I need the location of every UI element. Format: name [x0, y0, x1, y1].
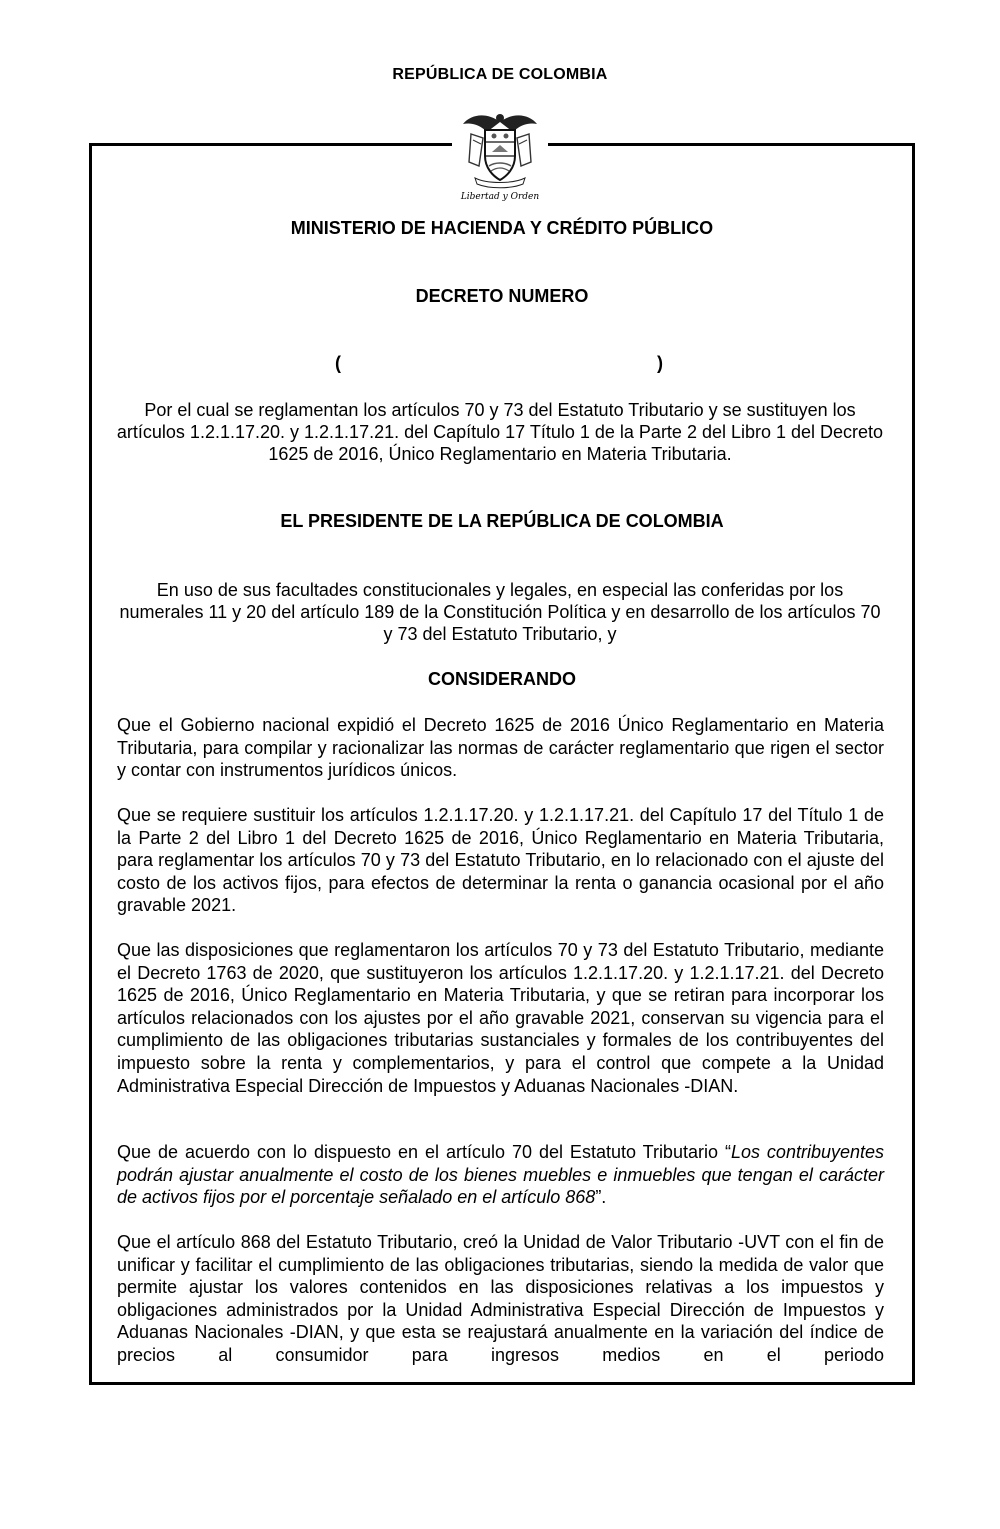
ministry-heading: MINISTERIO DE HACIENDA Y CRÉDITO PÚBLICO [290, 218, 714, 238]
president-heading: EL PRESIDENTE DE LA REPÚBLICA DE COLOMBIA [280, 511, 724, 531]
coat-of-arms-icon [457, 104, 543, 190]
paragraph-5: Que el artículo 868 del Estatuto Tributario, creó la Unidad de Valor Tributario -UVT con el fin de unificar y facilitar el cumplimiento de las obligaciones tributarias, siendo la medida de valor que permite ajustar los valores contenidos en las disposiciones relativas a los impuestos y obligaciones administrados por la Unidad Administrativa Especial Dirección de Impuestos y Aduanas Nacionales -DIAN, y que esta se reajustará anualmente en la variación del índice de precios al consumidor para ingresos medios en el periodo [117, 1232, 884, 1365]
paragraph-4-lead: Que de acuerdo con lo dispuesto en el artículo 70 del Estatuto Tributario “ [117, 1142, 731, 1162]
faculties-paragraph: En uso de sus facultades constitucionales y legales, en especial las conferidas por los numerales 11 y 20 del artículo 189 de la Constitución Política y en desarrollo de los artículos 70 y 73 del Estatuto Tributario, y [119, 580, 881, 644]
paragraph-4-tail: ”. [595, 1187, 607, 1208]
decree-summary: Por el cual se reglamentan los artículos 70 y 73 del Estatuto Tributario y se sustituyen los artículos 1.2.1.17.20. y 1.2.1.17.21. del Capítulo 17 Título 1 de la Parte 2 del Libro 1 del Decreto 1625 de 2016, Único Reglamentario en Materia Tributaria. [116, 400, 884, 464]
considerando-heading: CONSIDERANDO [427, 669, 576, 689]
decree-number-label: DECRETO NUMERO [415, 286, 589, 306]
decree-number-close-paren: ) [657, 353, 663, 373]
paragraph-2: Que se requiere sustituir los artículos 1.2.1.17.20. y 1.2.1.17.21. del Capítulo 17 del Título 1 de la Parte 2 del Libro 1 del Decreto 1625 de 2016, Único Reglamentario en Materia Tributaria, para reglamentar los artículos 70 y 73 del Estatuto Tributario, en lo relacionado con el ajuste del costo de los activos fijos, para efectos de determinar la renta o ganancia ocasional por el año gravable 2021. [117, 805, 884, 916]
paragraph-3: Que las disposiciones que reglamentaron los artículos 70 y 73 del Estatuto Tributario, mediante el Decreto 1763 de 2020, que sustituyeron los artículos 1.2.1.17.20. y 1.2.1.17.21. del Decreto 1625 de 2016, Único Reglamentario en Materia Tributaria, y que se retiran para incorporar los artículos relacionados con los ajustes por el año gravable 2021, conservan su vigencia para el cumplimiento de las obligaciones tributarias sustanciales y formales de los contribuyentes del impuesto sobre la renta y complementarios, y para el control que compete a la Unidad Administrativa Especial Dirección de Impuestos y Aduanas Nacionales -DIAN. [117, 940, 884, 1096]
coat-of-arms [452, 104, 548, 208]
paragraph-1: Que el Gobierno nacional expidió el Decreto 1625 de 2016 Único Reglamentario en Materia Tributaria, para compilar y racionalizar las normas de carácter reglamentario que rigen el sector y contar con instrumentos jurídicos únicos. [117, 715, 884, 781]
paragraph-4-quote: Los contribuyentes podrán ajustar anualmente el costo de los bienes muebles e inmuebles que tengan el carácter de activos fijos por el porcentaje señalado en el artículo 868 [117, 1142, 884, 1208]
country-heading: REPÚBLICA DE COLOMBIA [392, 66, 608, 83]
decree-number-open-paren: ( [335, 353, 341, 373]
paragraph-4 [117, 1141, 884, 1209]
crest-motto: Libertad y Orden [460, 192, 540, 202]
